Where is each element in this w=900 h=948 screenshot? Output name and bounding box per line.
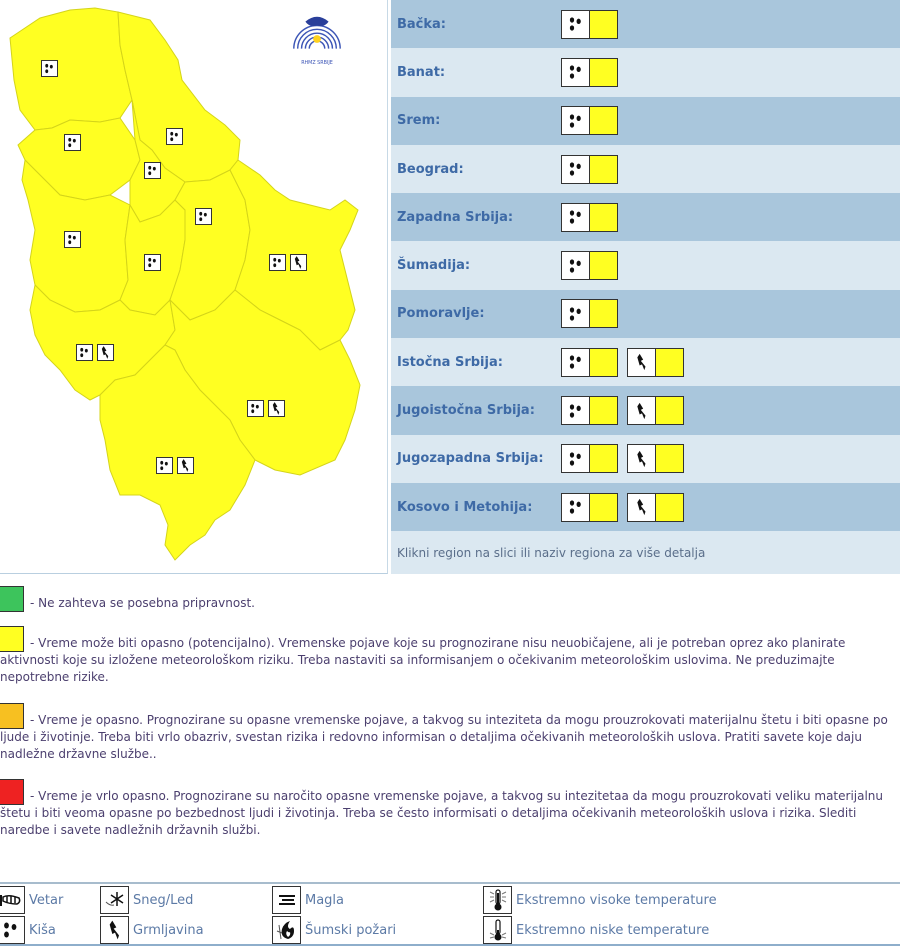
thunder-icon	[268, 400, 285, 417]
level-yellow	[590, 11, 617, 38]
legend-wind	[0, 886, 63, 914]
legend-low-temp	[483, 916, 709, 944]
warning-rain-yellow	[561, 155, 618, 184]
rain-icon	[562, 349, 590, 376]
region-name[interactable]: Jugozapadna Srbija:	[397, 451, 544, 467]
rain-icon	[156, 457, 173, 474]
rain-icon	[562, 59, 590, 86]
rain-icon	[247, 400, 264, 417]
legend-rain	[0, 916, 56, 944]
rain-icon	[195, 208, 212, 225]
warning-thunder-yellow	[627, 396, 684, 425]
region-list	[391, 0, 900, 574]
region-row-backa[interactable]	[391, 0, 900, 48]
phenomena-icon-legend	[0, 882, 900, 946]
level-red-text: - Vreme je vrlo opasno. Prognozirane su naročito opasne vremenske pojave, a takvog su intezitetaa da mogu prouzrokovati veliku materijalnu štetu i biti veoma opasne po bezbednost ljudi i životinja. Treba se često informisati o detaljima očekivanih meteoroloških uslova i rizika. Slediti naredbe i savete nadležnih državnih službi.	[0, 789, 884, 837]
warning-rain-yellow	[561, 58, 618, 87]
warning-rain-yellow	[561, 10, 618, 39]
level-yellow	[590, 156, 617, 183]
level-yellow	[590, 445, 617, 472]
level-yellow-item	[0, 626, 900, 686]
warning-rain-yellow	[561, 348, 618, 377]
legend-high-temp	[483, 886, 717, 914]
thunder-icon	[628, 494, 656, 521]
rain-icon	[562, 11, 590, 38]
rain-icon	[562, 300, 590, 327]
region-row-istocna-srbija[interactable]	[391, 338, 900, 386]
snowflake-icon	[100, 886, 129, 914]
map-badge-zapadna-srbija[interactable]	[64, 231, 81, 248]
region-row-jugozapadna-srbija[interactable]	[391, 435, 900, 483]
rain-icon	[562, 107, 590, 134]
rain-icon	[562, 204, 590, 231]
rain-icon	[269, 254, 286, 271]
red-swatch	[0, 779, 24, 805]
region-name[interactable]: Bačka:	[397, 16, 447, 32]
level-yellow	[590, 204, 617, 231]
warning-rain-yellow	[561, 106, 618, 135]
rain-icon	[64, 134, 81, 151]
level-yellow	[656, 397, 683, 424]
serbia-warning-map	[0, 0, 388, 574]
level-yellow-text: - Vreme može biti opasno (potencijalno). Vremenske pojave koje su prognozirane nisu neuobičajene, ali je potreban oprez ako planirate aktivnosti koje su izložene meteorološkom riziku. Treba nastaviti sa informisanjem o očekivanim meteorološkim uslovima. Ne preduzimajte nepotrebne rizike.	[0, 636, 846, 684]
level-yellow	[590, 494, 617, 521]
region-hint: Klikni region na slici ili naziv regiona za više detalja	[391, 531, 900, 574]
rain-icon	[41, 60, 58, 77]
region-row-kosovo-i-metohija[interactable]	[391, 483, 900, 531]
region-row-banat[interactable]	[391, 48, 900, 96]
level-yellow	[656, 445, 683, 472]
rain-icon	[144, 162, 161, 179]
thermometer-hot-icon	[483, 886, 512, 914]
legend-wind-label: Vetar	[29, 892, 64, 908]
fog-icon	[272, 886, 301, 914]
warning-rain-yellow	[561, 493, 618, 522]
rain-icon	[64, 231, 81, 248]
map-badge-pomoravlje[interactable]	[195, 208, 212, 225]
rain-icon	[166, 128, 183, 145]
legend-snow	[100, 886, 193, 914]
thunder-icon	[290, 254, 307, 271]
region-name[interactable]: Zapadna Srbija:	[397, 209, 514, 225]
legend-fire-label: Šumski požari	[305, 922, 397, 938]
legend-fog-label: Magla	[305, 892, 345, 908]
forest-fire-icon	[272, 916, 301, 944]
level-yellow	[590, 300, 617, 327]
map-badge-sumadija[interactable]	[144, 254, 161, 271]
wind-icon	[0, 886, 25, 914]
region-name[interactable]: Istočna Srbija:	[397, 354, 503, 370]
map-badge-istocna-srbija[interactable]	[269, 254, 307, 271]
thermometer-cold-icon	[483, 916, 512, 944]
level-yellow	[656, 349, 683, 376]
warning-rain-yellow	[561, 396, 618, 425]
thunder-icon	[100, 916, 129, 944]
region-name[interactable]: Beograd:	[397, 161, 464, 177]
warning-rain-yellow	[561, 203, 618, 232]
warning-level-legend	[0, 586, 900, 839]
level-red-item	[0, 779, 900, 839]
rhmz-logo	[288, 10, 346, 68]
legend-thunder	[100, 916, 204, 944]
level-yellow	[590, 252, 617, 279]
thunder-icon	[628, 349, 656, 376]
yellow-swatch	[0, 626, 24, 652]
map-badge-beograd[interactable]	[144, 162, 161, 179]
map-badge-kosovo-i-metohija[interactable]	[156, 457, 194, 474]
region-row-sumadija[interactable]	[391, 241, 900, 289]
map-regions[interactable]	[0, 0, 388, 574]
rain-icon	[562, 445, 590, 472]
thunder-icon	[628, 397, 656, 424]
legend-low-temp-label: Ekstremno niske temperature	[516, 922, 710, 938]
legend-thunder-label: Grmljavina	[133, 922, 204, 938]
green-swatch	[0, 586, 24, 612]
warning-rain-yellow	[561, 251, 618, 280]
map-badge-jugozapadna-srbija[interactable]	[76, 344, 114, 361]
rain-icon	[0, 916, 25, 944]
region-row-srem[interactable]	[391, 97, 900, 145]
region-row-beograd[interactable]	[391, 145, 900, 193]
region-name[interactable]: Banat:	[397, 64, 446, 80]
thunder-icon	[177, 457, 194, 474]
region-row-zapadna-srbija[interactable]	[391, 193, 900, 241]
region-name[interactable]: Šumadija:	[397, 258, 471, 274]
rain-icon	[562, 156, 590, 183]
region-row-pomoravlje[interactable]	[391, 290, 900, 338]
legend-snow-label: Sneg/Led	[133, 892, 194, 908]
thunder-icon	[628, 445, 656, 472]
rain-icon	[562, 252, 590, 279]
svg-text:RHMZ SRBIJE: RHMZ SRBIJE	[301, 61, 333, 67]
region-name[interactable]: Pomoravlje:	[397, 306, 485, 322]
map-badge-backa[interactable]	[41, 60, 58, 77]
legend-fire	[272, 916, 396, 944]
warning-thunder-yellow	[627, 493, 684, 522]
rain-icon	[562, 397, 590, 424]
level-yellow	[590, 107, 617, 134]
level-orange-item	[0, 703, 900, 763]
level-yellow	[656, 494, 683, 521]
region-name[interactable]: Kosovo i Metohija:	[397, 499, 533, 515]
rain-icon	[562, 494, 590, 521]
legend-rain-label: Kiša	[29, 922, 56, 938]
thunder-icon	[97, 344, 114, 361]
map-badge-srem[interactable]	[64, 134, 81, 151]
region-name[interactable]: Srem:	[397, 113, 441, 129]
rain-icon	[144, 254, 161, 271]
rain-icon	[76, 344, 93, 361]
warning-thunder-yellow	[627, 348, 684, 377]
legend-fog	[272, 886, 344, 914]
region-row-jugoistocna-srbija[interactable]	[391, 386, 900, 434]
map-badge-banat[interactable]	[166, 128, 183, 145]
level-yellow	[590, 397, 617, 424]
warning-thunder-yellow	[627, 444, 684, 473]
warning-rain-yellow	[561, 444, 618, 473]
map-region-backa	[10, 8, 132, 130]
level-yellow	[590, 349, 617, 376]
level-orange-text: - Vreme je opasno. Prognozirane su opasne vremenske pojave, a takvog su inteziteta da mogu prouzrokovati materijalnu štetu i biti opasne po ljude i životinje. Treba biti vrlo obazriv, svestan rizika i redovno informisan o detaljima očekivanih meteoroloških uslova. Pratiti savete koje daju nadležne državne službe..	[0, 713, 888, 761]
region-name[interactable]: Jugoistočna Srbija:	[397, 403, 535, 419]
level-yellow	[590, 59, 617, 86]
orange-swatch	[0, 703, 24, 729]
map-badge-jugoistocna-srbija[interactable]	[247, 400, 285, 417]
level-green-item	[0, 586, 900, 612]
legend-high-temp-label: Ekstremno visoke temperature	[516, 892, 717, 908]
warning-rain-yellow	[561, 299, 618, 328]
level-green-text: - Ne zahteva se posebna pripravnost.	[30, 596, 255, 610]
